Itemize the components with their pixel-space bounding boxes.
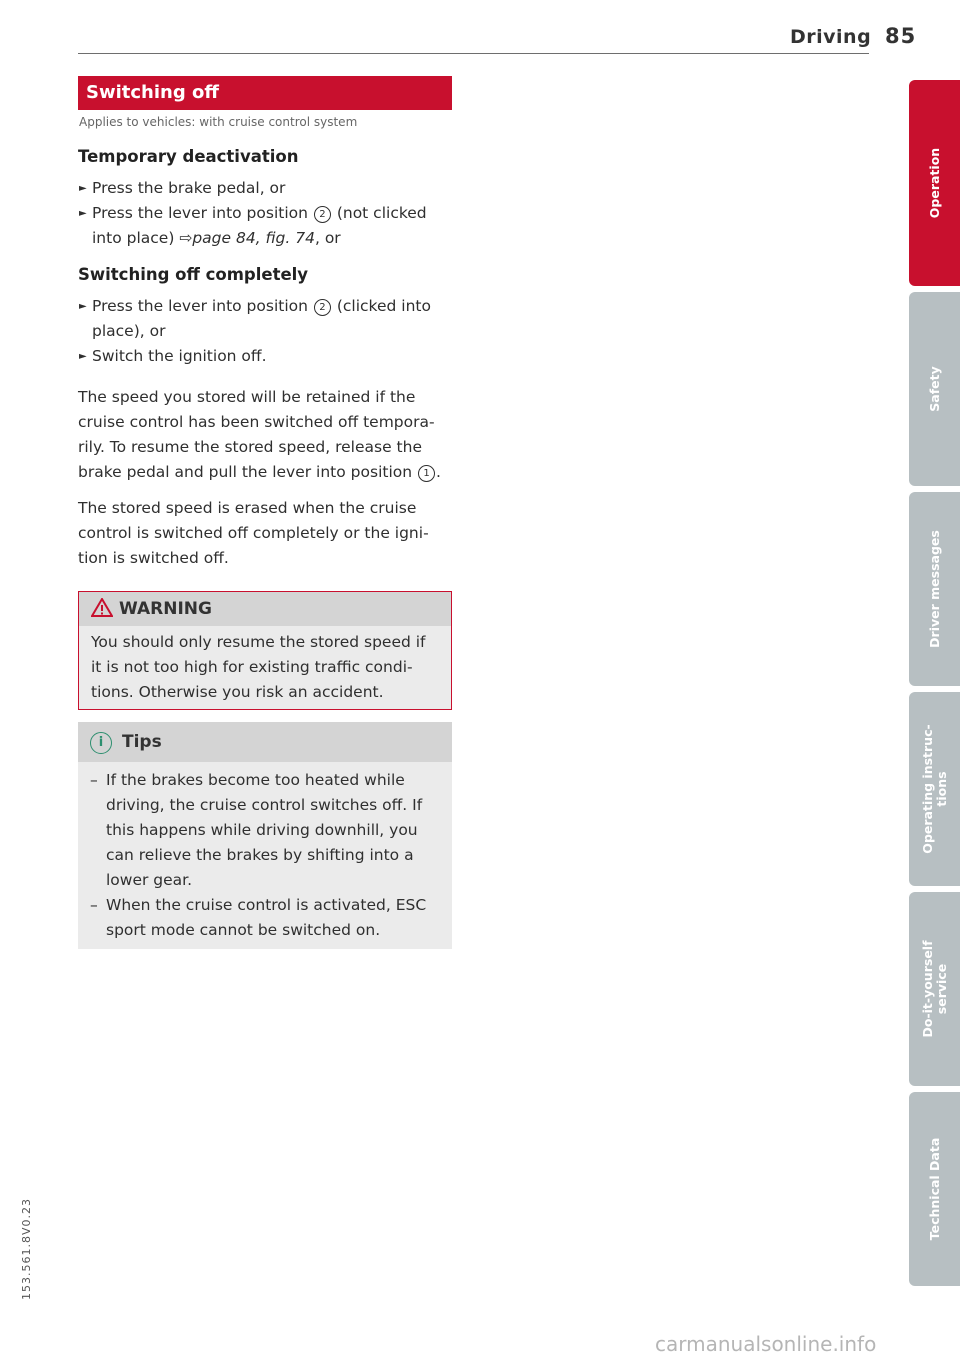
- page-number: 85: [885, 24, 917, 48]
- bullet-item: ► Press the lever into position 2 (clicked into place), or: [78, 294, 452, 344]
- page-reference-link[interactable]: page 84, fig. 74: [192, 229, 315, 247]
- warning-header: [79, 592, 451, 626]
- header-rule: [78, 53, 869, 54]
- tips-item: – If the brakes become too heated while driving, the cruise control switches off. If this happens while driving downhill, you can relieve the brakes by shifting into a lower gear.: [90, 771, 423, 889]
- tab-operation[interactable]: Operation: [909, 80, 960, 286]
- info-circle-icon: i: [90, 732, 112, 754]
- temporary-deactivation-heading: Temporary deactivation: [78, 147, 299, 166]
- switching-off-completely-heading: Switching off completely: [78, 265, 309, 284]
- warning-text: You should only resume the stored speed if it is not too high for existing traffic condi-tions. Otherwise you risk an accident.: [91, 633, 426, 701]
- bullet-triangle-icon: ►: [79, 351, 87, 362]
- bullet-triangle-icon: ►: [79, 183, 87, 194]
- tips-header: [78, 722, 452, 762]
- cross-reference-arrow-icon: ⇨: [179, 229, 193, 247]
- tab-operating-instructions[interactable]: Operating instruc- tions: [909, 692, 960, 886]
- tab-do-it-yourself-service[interactable]: Do-it-yourself service: [909, 892, 960, 1086]
- bullet-triangle-icon: ►: [79, 208, 87, 219]
- tab-driver-messages[interactable]: Driver messages: [909, 492, 960, 686]
- tips-title: Tips: [122, 732, 162, 752]
- bullet-item: ► Press the brake pedal, or: [78, 176, 452, 201]
- warning-triangle-icon: [91, 598, 113, 617]
- erased-speed-paragraph: The stored speed is erased when the cruise control is switched off completely or the igni-tion is switched off.: [78, 499, 429, 567]
- retained-speed-paragraph: The speed you stored will be retained if the cruise control has been switched off tempora-rily. To resume the stored speed, release the brake pedal and pull the lever into position 1 .: [78, 388, 441, 481]
- chapter-title: Driving: [790, 26, 872, 48]
- bullet-item: ► Switch the ignition off.: [78, 344, 452, 369]
- tips-list: [78, 762, 452, 949]
- position-2-icon: 2: [314, 299, 331, 316]
- document-number: 153.561.8V0.23: [20, 1198, 33, 1300]
- warning-title: WARNING: [119, 599, 212, 619]
- tips-item: – When the cruise control is activated, ESC sport mode cannot be switched on.: [90, 896, 427, 939]
- main-column: [78, 76, 452, 949]
- watermark: carmanualsonline.info: [655, 1332, 877, 1356]
- tab-technical-data[interactable]: Technical Data: [909, 1092, 960, 1286]
- warning-box: [78, 591, 452, 710]
- tab-safety[interactable]: Safety: [909, 292, 960, 486]
- applies-to-note: Applies to vehicles: with cruise control system: [79, 115, 358, 129]
- position-2-icon: 2: [314, 206, 331, 223]
- bullet-item: ► Press the lever into position 2 (not clicked into place) ⇨page 84, fig. 74, or: [78, 201, 452, 251]
- position-1-icon: 1: [418, 465, 435, 482]
- tips-box: [78, 722, 452, 949]
- bullet-triangle-icon: ►: [79, 301, 87, 312]
- section-title: Switching off: [78, 76, 452, 110]
